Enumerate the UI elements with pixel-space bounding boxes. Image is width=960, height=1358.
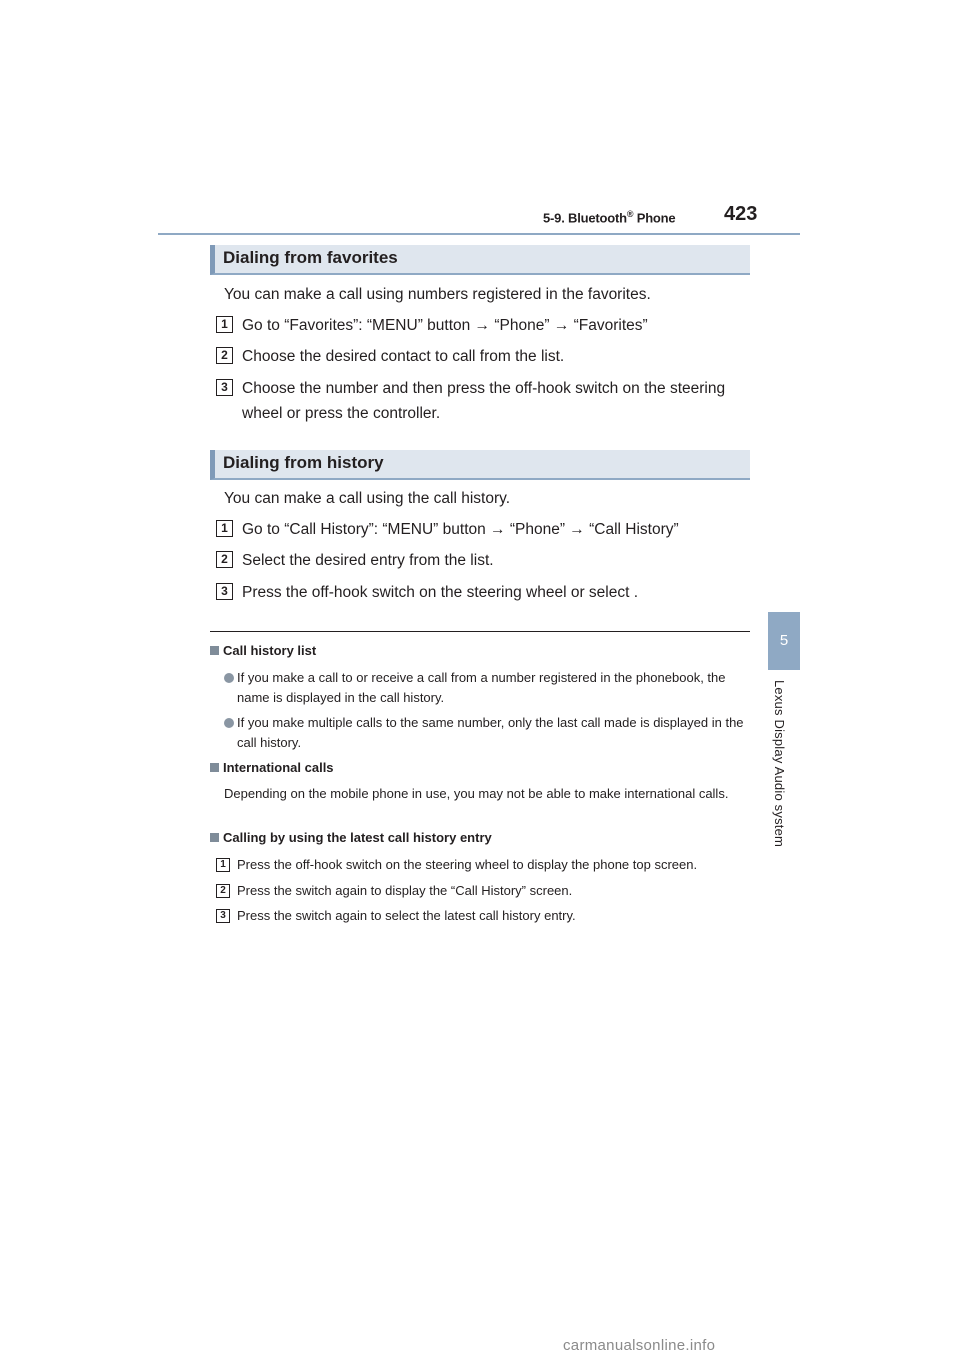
- notes-divider: [210, 631, 750, 632]
- header-divider: [158, 233, 800, 235]
- step-text: Press the off-hook switch on the steering wheel or select .: [242, 584, 639, 601]
- bullet-text: If you make a call to or receive a call from a number registered in the phonebook, the name is displayed in the call history.: [237, 670, 726, 705]
- registered-mark: ®: [626, 209, 634, 219]
- step-text: Select the desired entry from the list.: [242, 552, 494, 569]
- favorites-intro: You can make a call using numbers registered in the favorites.: [224, 286, 651, 303]
- step-number: 1: [216, 316, 233, 333]
- note-title: International calls: [223, 760, 334, 775]
- step-text: Go to “Call History”: “MENU” button → “Phone” → “Call History”: [242, 521, 679, 538]
- section-title: Dialing from history: [223, 453, 384, 472]
- step-text: Choose the number and then press the off-hook switch on the steering wheel or press the controller.: [242, 380, 726, 422]
- note-bullet: [224, 713, 751, 752]
- step-number: 3: [216, 583, 233, 600]
- bullet-text: If you make multiple calls to the same number, only the last call made is displayed in the call history.: [237, 715, 744, 750]
- bullet-dot-icon: [224, 718, 234, 728]
- step-text: Choose the desired contact to call from the list.: [242, 348, 565, 365]
- note-heading-international-calls: [210, 760, 334, 775]
- square-bullet-icon: [210, 763, 219, 772]
- note-heading-latest-entry: [210, 830, 492, 845]
- note-title: Call history list: [223, 643, 317, 658]
- chapter-prefix: 5-9. Bluetooth: [543, 210, 627, 226]
- note-heading-call-history-list: [210, 643, 316, 658]
- step-text: Go to “Favorites”: “MENU” button → “Phone” → “Favorites”: [242, 317, 648, 334]
- section-heading-history: [210, 450, 750, 480]
- page-number: 423: [724, 203, 758, 225]
- step-text: Press the switch again to display the “Call History” screen.: [237, 883, 573, 898]
- section-title: Dialing from favorites: [223, 248, 398, 267]
- international-calls-text: Depending on the mobile phone in use, you may not be able to make international calls.: [224, 786, 729, 801]
- step-text: Press the off-hook switch on the steering wheel to display the phone top screen.: [237, 857, 698, 872]
- step-text: Press the switch again to select the latest call history entry.: [237, 908, 576, 923]
- note-bullet: [224, 668, 751, 707]
- square-bullet-icon: [210, 833, 219, 842]
- step-number: 3: [216, 909, 230, 923]
- step-number: 2: [216, 884, 230, 898]
- section-heading-favorites: [210, 245, 750, 275]
- chapter-title: [543, 209, 675, 225]
- watermark-text: carmanualsonline.info: [563, 1337, 716, 1354]
- note-title: Calling by using the latest call history entry: [223, 830, 492, 845]
- step-number: 1: [216, 520, 233, 537]
- chapter-vertical-label: Lexus Display Audio system: [772, 680, 787, 848]
- step-number: 3: [216, 379, 233, 396]
- step-number: 2: [216, 347, 233, 364]
- square-bullet-icon: [210, 646, 219, 655]
- chapter-tab: 5: [768, 612, 800, 670]
- step-number: 2: [216, 551, 233, 568]
- step-number: 1: [216, 858, 230, 872]
- bullet-dot-icon: [224, 673, 234, 683]
- history-intro: You can make a call using the call history.: [224, 490, 511, 507]
- chapter-suffix: Phone: [633, 210, 676, 226]
